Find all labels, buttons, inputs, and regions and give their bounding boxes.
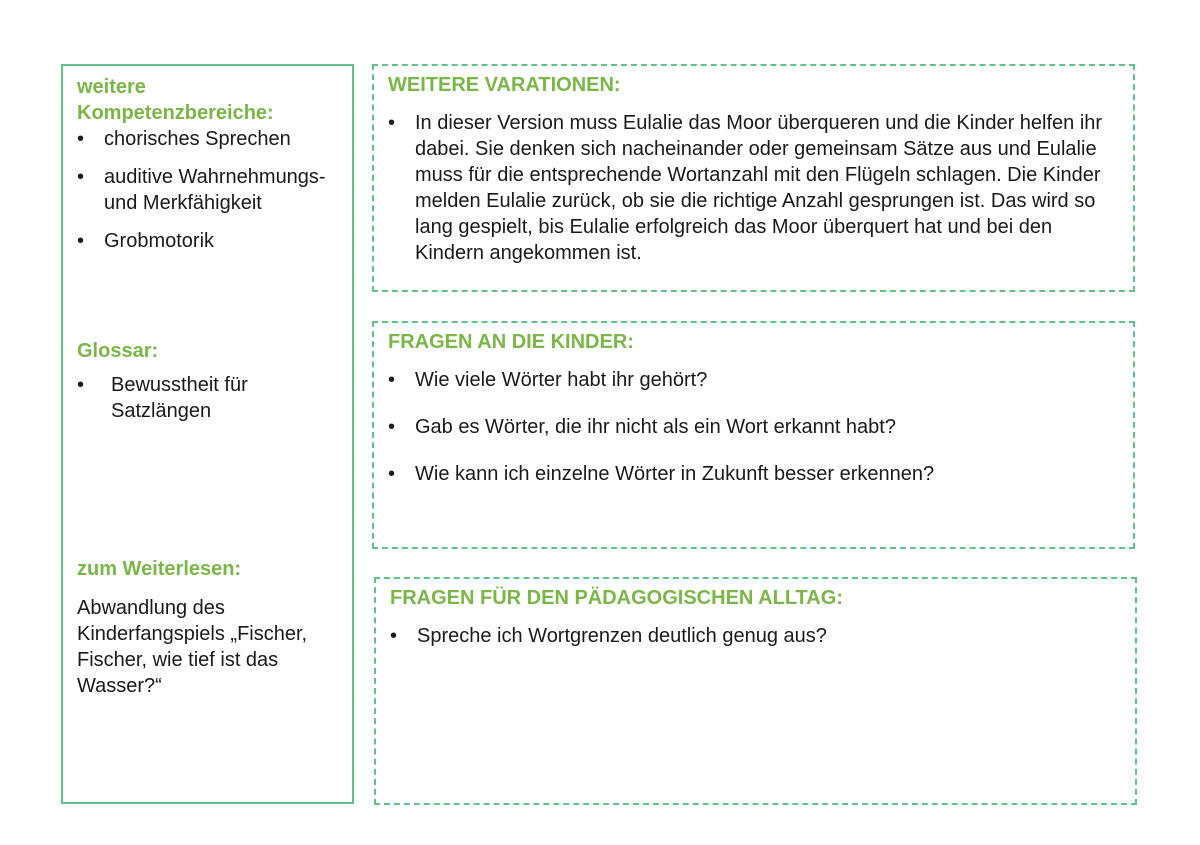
bullet-icon: • — [390, 625, 398, 647]
competence-item: • chorisches Sprechen — [77, 128, 291, 150]
competence-item: • Grobmotorik — [77, 230, 215, 252]
question-item: • Wie viele Wörter habt ihr gehört? — [388, 369, 708, 391]
bullet-icon: • — [388, 463, 396, 485]
reading-heading: zum Weiterlesen: — [77, 558, 242, 580]
bullet-icon: • — [77, 230, 85, 252]
pedagogy-questions-box — [374, 577, 1137, 805]
variations-list — [388, 110, 1119, 266]
variation-item: • In dieser Version muss Eulalie das Moor überqueren und die Kinder helfen ihr dabei. Sie denken sich nacheinander oder gemeinsam Sätze aus und Eulalie muss für die entsprechende Wortanzahl mit den Flügeln schlagen. Die Kinder melden Eulalie zurück, ob sie die richtige Anzahl gesprungen ist. Das wird so lang gespielt, bis Eulalie erfolgreich das Moor überquert hat und bei den Kindern angekommen ist. — [388, 112, 1103, 264]
bullet-icon: • — [388, 112, 396, 134]
variations-heading: WEITERE VARATIONEN: — [388, 74, 621, 96]
glossary-item: • Bewusstheit für Satzlängen — [77, 374, 248, 422]
variations-box — [372, 64, 1135, 292]
competence-heading: weitere Kompetenzbereiche: — [77, 76, 274, 124]
left-sidebar-panel — [61, 64, 354, 804]
bullet-icon: • — [77, 128, 85, 150]
bullet-icon: • — [388, 369, 396, 391]
competence-item: • auditive Wahrnehmungs- und Merkfähigkeit — [77, 166, 326, 214]
child-questions-list — [388, 367, 1119, 487]
question-item: • Gab es Wörter, die ihr nicht als ein Wort erkannt habt? — [388, 416, 896, 438]
bullet-icon: • — [77, 166, 85, 188]
child-questions-heading: FRAGEN AN DIE KINDER: — [388, 331, 634, 353]
pedagogy-questions-heading: FRAGEN FÜR DEN PÄDAGOGISCHEN ALLTAG: — [390, 587, 843, 609]
question-item: • Wie kann ich einzelne Wörter in Zukunft besser erkennen? — [388, 463, 935, 485]
glossary-heading: Glossar: — [77, 340, 159, 362]
competence-list — [77, 126, 338, 254]
bullet-icon: • — [388, 416, 396, 438]
reading-text: Abwandlung des Kinderfangspiels „Fischer, Fischer, wie tief ist das Wasser?“ — [77, 597, 308, 697]
bullet-icon: • — [77, 374, 85, 396]
question-item: • Spreche ich Wortgrenzen deutlich genug aus? — [390, 625, 827, 647]
child-questions-box — [372, 321, 1135, 549]
glossary-list — [77, 372, 337, 424]
pedagogy-questions-list — [390, 623, 1121, 649]
